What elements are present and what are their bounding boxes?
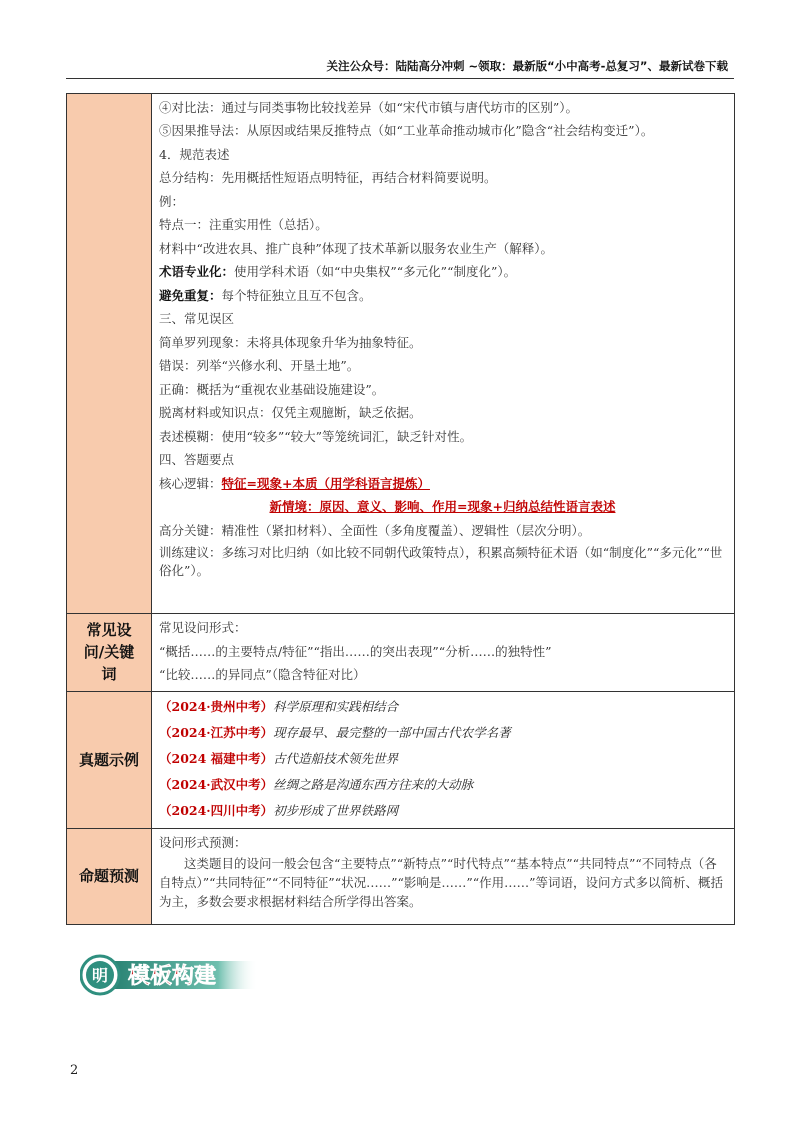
examples-label: 真题示例 — [78, 750, 139, 769]
text-line: “比较……的异同点”（隐含特征对比） — [159, 667, 366, 682]
example-text: 古代造船技术领先世界 — [273, 750, 399, 766]
text-line: 错误：列举“兴修水利、开垦土地”。 — [159, 358, 360, 373]
example-tag: （2024·武汉中考） — [159, 776, 274, 792]
banner-title: 模板构建 — [128, 963, 217, 989]
example-tag: （2024·贵州中考） — [159, 698, 274, 714]
example-item — [159, 746, 726, 772]
text-line: 例： — [159, 193, 185, 209]
row-label-empty — [67, 94, 152, 614]
method-content — [152, 94, 735, 614]
new-situation-formula: 新情境：原因、意义、影响、作用=现象+归纳总结性语言表述 — [269, 499, 616, 514]
term-bold: 术语专业化： — [159, 264, 235, 279]
table-row-examples — [67, 691, 735, 828]
example-tag: （2024·四川中考） — [159, 802, 274, 818]
text-line: 简单罗列现象：未将具体现象升华为抽象特征。 — [159, 334, 422, 350]
row-label-examples — [67, 691, 152, 828]
text-line: 材料中“改进农具、推广良种”体现了技术革新以服务农业生产（解释）。 — [159, 240, 554, 256]
text-line: ⑤因果推导法：从原因或结果反推特点（如“工业革命推动城市化”隐含“社会结构变迁”）。 — [159, 122, 654, 138]
text-line: 高分关键：精准性（紧扣材料）、全面性（多角度覆盖）、逻辑性（层次分明）。 — [159, 522, 591, 538]
example-tag: （2024·江苏中考） — [159, 724, 274, 740]
text-line: 三、常见误区 — [159, 311, 235, 326]
forecast-content — [152, 828, 735, 924]
examples-content — [152, 691, 735, 828]
template-banner — [80, 953, 258, 997]
example-item — [159, 772, 726, 798]
banner-badge-char: 明 — [91, 966, 109, 985]
forecast-label: 命题预测 — [78, 867, 139, 885]
keywords-label: 常见设问/关键词 — [83, 621, 135, 684]
text-line: 总分结构：先用概括性短语点明特征，再结合材料简要说明。 — [159, 170, 497, 185]
text-line: 4．规范表述 — [159, 146, 230, 162]
text-line: 四、答题要点 — [159, 452, 235, 467]
text-line: “概括……的主要特点/特征”“指出……的突出表现”“分析……的独特性” — [159, 643, 552, 659]
new-situation-line — [159, 495, 726, 519]
avoid-text: 每个特征独立且互不包含。 — [221, 287, 372, 303]
row-label-keywords — [67, 614, 152, 692]
table-row-method — [67, 94, 735, 614]
avoid-bold: 避免重复： — [159, 287, 222, 303]
forecast-title: 设问形式预测： — [159, 834, 247, 850]
keywords-content — [152, 614, 735, 692]
example-item — [159, 720, 726, 746]
example-text: 丝绸之路是沟通东西方往来的大动脉 — [273, 776, 474, 792]
avoid-line — [159, 284, 726, 308]
term-text: 使用学科术语（如“中央集权”“多元化”“制度化”）。 — [234, 264, 517, 279]
forecast-paragraph: 这类题目的设问一般会包含“主要特点”“新特点”“时代特点”“基本特点”“共同特点”“不同特点（各自特点）”“共同特征”“不同特征”“状况……”“影响是……”“作用……”等词语，设问方式多以简析、概括为主，多数会要求根据材料结合所学得出答案。 — [159, 856, 724, 909]
text-line: 表述模糊：使用“较多”“较大”等笼统词汇，缺乏针对性。 — [159, 428, 473, 444]
example-text: 现存最早、最完整的一部中国古代农学名著 — [273, 724, 511, 740]
table-row-forecast — [67, 828, 735, 924]
text-line: 特点一：注重实用性（总括）。 — [159, 217, 328, 232]
core-label: 核心逻辑： — [159, 475, 222, 491]
term-line — [159, 260, 726, 284]
page-header: 关注公众号：陆陆高分冲刺 ~领取：最新版“小中高考-总复习”、最新试卷下载 — [326, 59, 728, 73]
example-item — [159, 798, 726, 824]
text-line: 脱离材料或知识点：仅凭主观臆断，缺乏依据。 — [159, 405, 422, 420]
text-line: 正确：概括为“重视农业基础设施建设”。 — [159, 381, 385, 397]
example-text: 初步形成了世界铁路网 — [273, 802, 399, 818]
core-formula: 特征=现象+本质（用学科语言提炼） — [221, 475, 430, 491]
text-line: ④对比法：通过与同类事物比较找差异（如“宋代市镇与唐代坊市的区别”）。 — [159, 100, 579, 115]
core-logic-line — [159, 472, 726, 496]
example-tag: （2024 福建中考） — [159, 750, 274, 766]
header-rule — [66, 78, 734, 79]
page-number: 2 — [70, 1063, 79, 1078]
table-row-keywords — [67, 614, 735, 692]
row-label-forecast — [67, 828, 152, 924]
text-line: 训练建议：多练习对比归纳（如比较不同朝代政策特点），积累高频特征术语（如“制度化”“多元化”“世俗化”）。 — [159, 545, 723, 578]
content-table — [66, 93, 735, 925]
example-text: 科学原理和实践相结合 — [273, 698, 399, 714]
example-item — [159, 694, 726, 720]
text-line: 常见设问形式： — [159, 620, 247, 635]
